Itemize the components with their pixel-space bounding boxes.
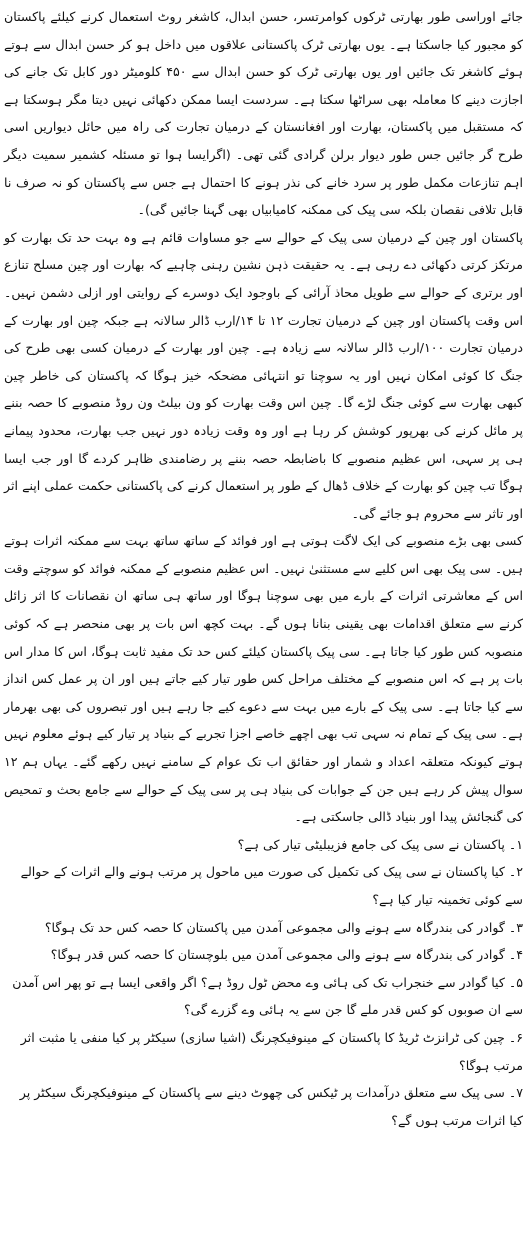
question-item: ۵۔ کیا گوادر سے خنجراب تک کی ہائی وے محض ٹول روڈ ہے؟ اگر واقعی ایسا ہے تو پھر اس آمدن سے ان صوبوں کو کس قدر ملے گا جن سے یہ ہائی وے گزرے گی؟ bbox=[12, 974, 523, 1018]
article-paragraph: کسی بھی بڑے منصوبے کی ایک لاگت ہوتی ہے اور فوائد کے ساتھ ساتھ بہت سے ممکنہ اثرات ہوتے ہیں۔ سی پیک بھی اس کلیے سے مستثنیٰ نہیں۔ اس عظیم منصوبے کے ممکنہ فوائد کو سوچتے وقت اس کے معاشرتی اثرات کے بارے میں بھی سوچنا ہوگا اور ساتھ ہی ساتھ ان نقصانات کا اثر زائل کرنے سے متعلق اقدامات بھی یقینی بنانا ہوں گے۔ بہت کچھ اس بات پر بھی منحصر ہے کہ کوئی منصوبہ کس طور کیا جاتا ہے۔ سی پیک پاکستان کیلئے کس حد تک مفید ثابت ہوگا، اس کا مدار اس بات پر ہے کہ اس منصوبے کے مختلف مراحل کس طور تیار کیے جاتے ہیں اور ان پر عمل کس انداز سے کیا جاتا ہے۔ سی پیک کے بارے میں بہت سے دعوے کیے جا رہے ہیں اور تبصروں کی بھی بھرمار ہے۔ سی پیک کے تمام نہ سہی تب بھی اچھے خاصے اجزا تجربے کے بنیاد پر تیار کیے ہوئے معلوم نہیں ہوتے کیونکہ متعلقہ اعداد و شمار اور حقائق اب تک عوام کے سامنے نہیں رکھے گئے۔ یہاں ہم ۱۲ سوال پیش کر رہے ہیں جن کے جوابات کی بنیاد ہی پر سی پیک کے حوالے سے جامع بحث و تمحیص کی گنجائش پیدا اور بنیاد ڈالی جاسکتی ہے۔ bbox=[4, 533, 523, 825]
article-paragraph: پاکستان اور چین کے درمیان سی پیک کے حوالے سے جو مساوات قائم ہے وہ بہت حد تک بھارت کو مرتکز کرتی دکھائی دے رہی ہے۔ یہ حقیقت ذہن نشین رہنی چاہیے کہ بھارت اور چین مسلح تنازع اور برتری کے حوالے سے طویل محاذ آرائی کے باوجود ایک دوسرے کے روایتی اور ازلی دشمن نہیں۔ اس وقت پاکستان اور چین کے درمیان تجارت ۱۲ تا ۱۴/ارب ڈالر سالانہ ہے جبکہ چین اور بھارت کے درمیان تجارت ۱۰۰/ارب ڈالر سالانہ سے زیادہ ہے۔ چین اور بھارت کے درمیان کسی بھی طرح کی جنگ کا کوئی امکان نہیں اور یہ سوچنا تو انتہائی مضحکہ خیز ہوگا کہ پاکستان کی خاطر چین کبھی بھارت سے کوئی جنگ لڑے گا۔ چین اس وقت بھارت کو ون بیلٹ ون روڈ منصوبے کا حصہ بننے پر مائل کرنے کی بھرپور کوشش کر رہا ہے اور وہ وقت زیادہ دور نہیں جب بھارت، محدود پیمانے ہی پر سہی، اس عظیم منصوبے کا باضابطہ حصہ بننے پر رضامندی ظاہر کردے گا اور جب ایسا ہوگا تب چین کو بھارت کے خلاف ڈھال کے طور پر استعمال کرنے کی پاکستانی حکمت عملی اپنے اثر اور تاثر سے محروم ہو جائے گی۔ bbox=[4, 229, 523, 521]
question-item: ۷۔ سی پیک سے متعلق درآمدات پر ٹیکس کی چھوٹ دینے سے پاکستان کے مینوفیکچرنگ سیکٹر پر کیا اثرات مرتب ہوں گے؟ bbox=[19, 1085, 523, 1128]
question-item: ۲۔ کیا پاکستان نے سی پیک کی تکمیل کی صورت میں ماحول پر مرتب ہونے والے اثرات کے حوالے سے کوئی تخمینہ تیار کیا ہے؟ bbox=[20, 864, 523, 907]
question-item: ۶۔ چین کی ٹرانزٹ ٹریڈ کا پاکستان کے مینوفیکچرنگ (اشیا سازی) سیکٹر پر کیا منفی یا مثبت اثر مرتب ہوگا؟ bbox=[20, 1029, 523, 1073]
question-list bbox=[4, 831, 523, 1135]
article-paragraph: جائے اوراسی طور بھارتی ٹرکوں کوامرتسر، حسن ابدال، کاشغر روٹ استعمال کرنے کیلئے پاکستان کو مجبور کیا جاسکتا ہے۔ یوں بھارتی ٹرک پاکستانی علاقوں میں داخل ہو کر حسن ابدال سے ہوتے ہوئے کاشغر تک جائیں اور یوں بھارتی ٹرک کو حسن ابدال سے ۴۵۰ کلومیٹر دور کابل تک جانے کی اجازت دینے کا معاملہ بھی سراٹھا سکتا ہے۔ سردست ایسا ممکن دکھائی نہیں دیتا مگر ہوسکتا ہے کہ مستقبل میں پاکستان، بھارت اور افغانستان کے درمیان تجارت کی راہ میں حائل دیواریں اسی طرح گر جائیں جس طور دیوار برلن گرادی گئی تھی۔ (اگرایسا ہوا تو مسئلہ کشمیر سمیت دیگر اہم تنازعات مکمل طور پر سرد خانے کی نذر ہونے کا احتمال ہے جس سے پاکستان کو نہ صرف نا قابل تلافی نقصان بلکہ سی پیک کی ممکنہ کامیابیاں بھی گہنا جائیں گی)۔ bbox=[4, 9, 523, 218]
question-item: ۳۔ گوادر کی بندرگاہ سے ہونے والی مجموعی آمدن میں پاکستان کا حصہ کس حد تک ہوگا؟ bbox=[44, 919, 523, 935]
question-item: ۱۔ پاکستان نے سی پیک کی جامع فزیبلیٹی تیار کی ہے؟ bbox=[237, 836, 523, 852]
question-item: ۴۔ گوادر کی بندرگاہ سے ہونے والی مجموعی آمدن میں بلوچستان کا حصہ کس قدر ہوگا؟ bbox=[50, 947, 523, 963]
